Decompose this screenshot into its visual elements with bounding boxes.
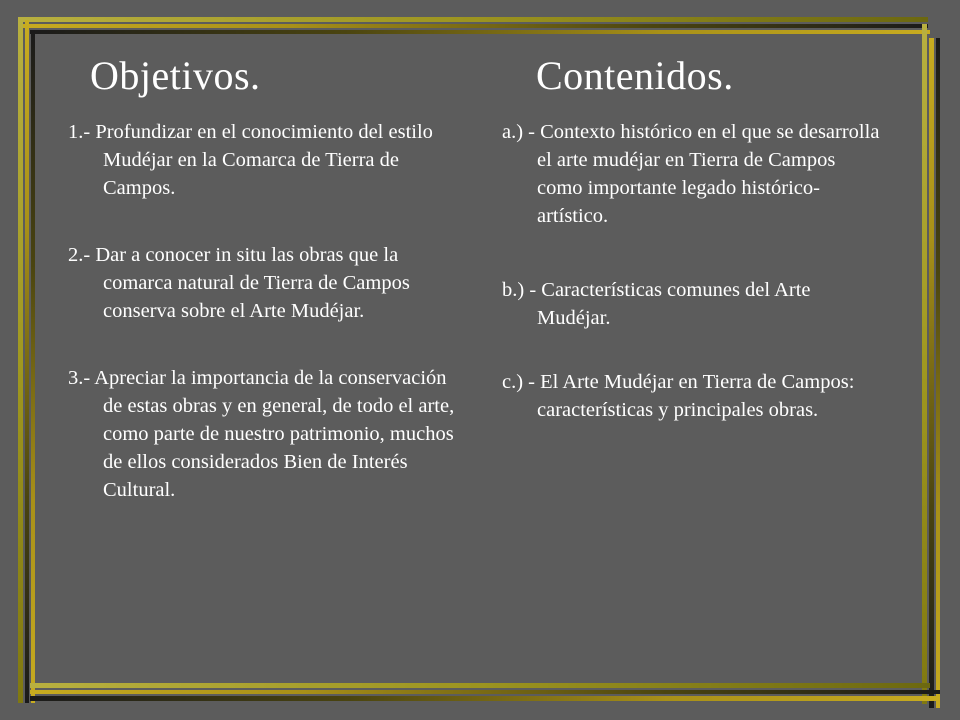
contenido-item-c: c.) - El Arte Mudéjar en Tierra de Campos: características y principales obras. [502, 371, 855, 421]
objetivos-title: Objetivos. [90, 53, 261, 98]
frame-bottom-bar-1 [30, 683, 930, 688]
frame-left-bar-1 [18, 17, 23, 703]
contenido-item-a: a.) - Contexto histórico en el que se desarrolla el arte mudéjar en Tierra de Campos como importante legado histórico-artístico. [502, 121, 880, 227]
contenidos-title: Contenidos. [536, 53, 734, 98]
objetivo-item-1: 1.- Profundizar en el conocimiento del estilo Mudéjar en la Comarca de Tierra de Campos. [68, 121, 433, 199]
frame-right-bar-1 [922, 24, 927, 704]
objetivo-item-2: 2.- Dar a conocer in situ las obras que la comarca natural de Tierra de Campos conserva sobre el Arte Mudéjar. [68, 244, 410, 322]
frame-top-bar-2 [18, 24, 928, 28]
frame-right-bar-2 [929, 38, 934, 708]
frame-right-bar-3 [936, 38, 940, 708]
frame-top-bar-3 [30, 30, 930, 34]
frame-bottom-bar-2 [30, 690, 940, 694]
frame-bottom-bar-3 [30, 696, 940, 701]
frame-left-bar-2 [25, 20, 29, 703]
objetivo-item-3: 3.- Apreciar la importancia de la conservación de estas obras y en general, de todo el arte, como parte de nuestro patrimonio, muchos de ellos considerados Bien de Interés Cultural. [68, 367, 455, 501]
contenido-item-b: b.) - Características comunes del Arte Mudéjar. [502, 279, 811, 329]
frame-top-bar-1 [18, 17, 928, 22]
contenidos-list [502, 118, 882, 460]
frame-left-bar-3 [31, 30, 35, 703]
objetivos-list [68, 118, 458, 543]
